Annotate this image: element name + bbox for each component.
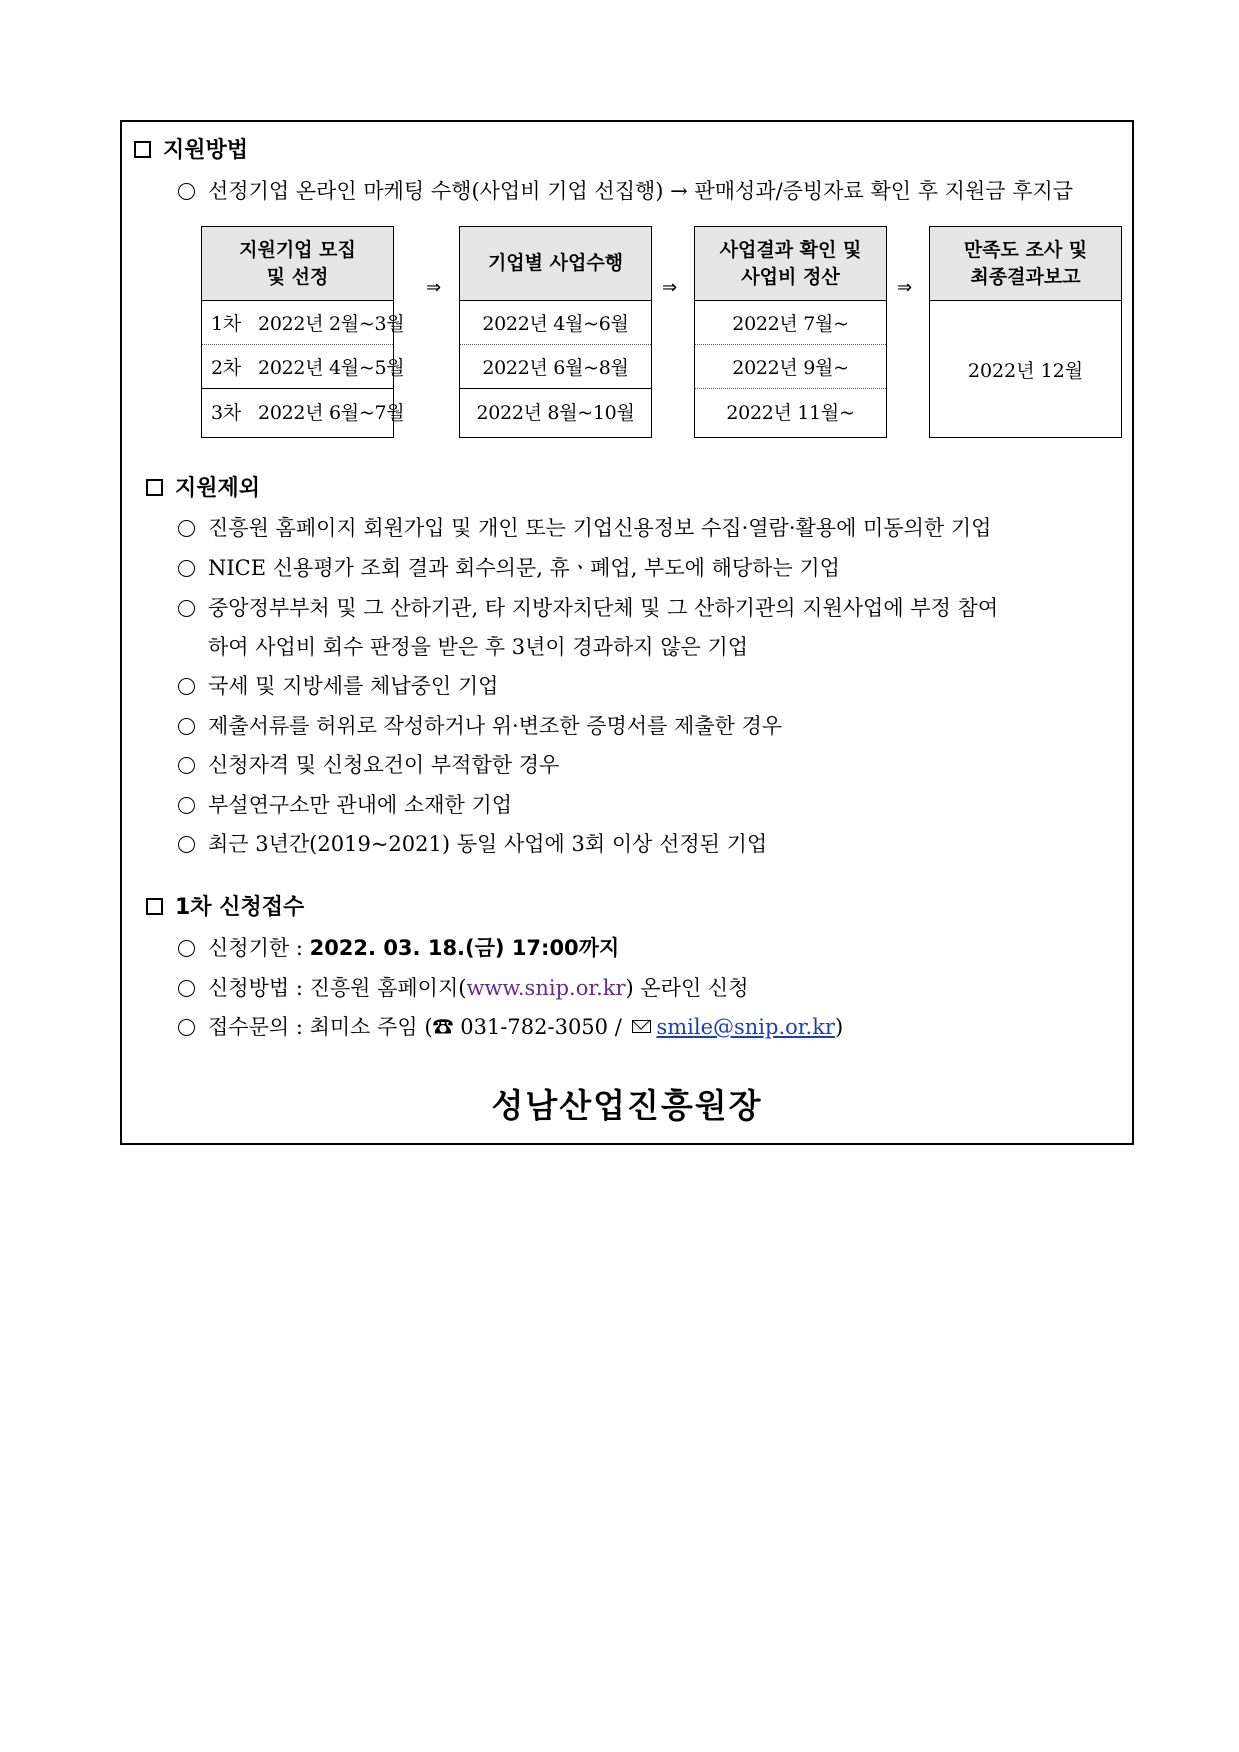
support-method-bullet: 선정기업 온라인 마케팅 수행(사업비 기업 선집행) → 판매성과/증빙자료 확인 후 지원금 후지급 (178, 176, 1073, 206)
flow-merged-cell: 2022년 12월 (967, 359, 1084, 382)
exclusion-item: 중앙정부부처 및 그 산하기관, 타 지방자치단체 및 그 산하기관의 지원사업에 부정 참여 (178, 593, 998, 623)
exclusion-item: 부설연구소만 관내에 소재한 기업 (178, 790, 512, 820)
circle-bullet-icon (178, 980, 195, 997)
flow-row: 2022년 6월~8월 (460, 345, 651, 389)
flow-column-header: 지원기업 모집 및 선정 (202, 227, 393, 301)
application-contact: 접수문의 : 최미소 주임 (☎ 031-782-3050 / smile@snip.or.kr) (178, 1012, 843, 1042)
section-title-exclusion: 지원제외 (146, 474, 260, 504)
homepage-link[interactable]: www.snip.or.kr (466, 976, 626, 1000)
application-deadline: 신청기한 : 2022. 03. 18.(금) 17:00까지 (178, 933, 619, 963)
circle-bullet-icon (178, 797, 195, 814)
exclusion-item: 최근 3년간(2019~2021) 동일 사업에 3회 이상 선정된 기업 (178, 829, 767, 859)
circle-bullet-icon (178, 600, 195, 617)
exclusion-item-continuation: 하여 사업비 회수 판정을 받은 후 3년이 경과하지 않은 기업 (208, 635, 749, 659)
flow-column-header: 기업별 사업수행 (460, 227, 651, 301)
circle-bullet-icon (178, 183, 195, 200)
flow-row: 1차 2022년 2월~3월 (202, 301, 393, 345)
exclusion-item: 신청자격 및 신청요건이 부적합한 경우 (178, 750, 559, 780)
circle-bullet-icon (178, 836, 195, 853)
flow-row: 2022년 7월~ (695, 301, 886, 345)
section-title-application: 1차 신청접수 (146, 893, 304, 923)
exclusion-item: 진흥원 홈페이지 회원가입 및 개인 또는 기업신용정보 수집·열람·활용에 미동의한 기업 (178, 513, 991, 543)
flow-column-report (929, 226, 1122, 438)
flow-row: 2차 2022년 4월~5월 (202, 345, 393, 389)
flow-column-recruit (201, 226, 405, 438)
flow-column-header: 사업결과 확인 및 사업비 정산 (695, 227, 886, 301)
flow-column-execution (459, 226, 652, 438)
flow-column-header: 만족도 조사 및 최종결과보고 (930, 227, 1121, 301)
circle-bullet-icon (178, 560, 195, 577)
circle-bullet-icon (178, 678, 195, 695)
envelope-icon (632, 1020, 651, 1033)
phone-icon: ☎ (432, 1015, 454, 1039)
email-link[interactable]: smile@snip.or.kr (656, 1015, 835, 1039)
flow-arrow-icon: ⇒ (662, 277, 678, 298)
checkbox-square-icon (146, 898, 163, 915)
circle-bullet-icon (178, 757, 195, 774)
circle-bullet-icon (178, 520, 195, 537)
checkbox-square-icon (146, 479, 163, 496)
circle-bullet-icon (178, 1019, 195, 1036)
flow-arrow-icon: ⇒ (897, 277, 913, 298)
flow-arrow-icon: ⇒ (426, 277, 442, 298)
flow-row: 3차 2022년 6월~7월 (211, 401, 405, 424)
checkbox-square-icon (134, 141, 151, 158)
exclusion-item: 국세 및 지방세를 체납중인 기업 (178, 671, 498, 701)
exclusion-item: NICE 신용평가 조회 결과 회수의문, 휴ㆍ폐업, 부도에 해당하는 기업 (178, 553, 840, 583)
circle-bullet-icon (178, 940, 195, 957)
circle-bullet-icon (178, 718, 195, 735)
application-method: 신청방법 : 진흥원 홈페이지(www.snip.or.kr) 온라인 신청 (178, 973, 749, 1003)
section-title-support-method: 지원방법 (134, 136, 248, 166)
notice-frame (120, 120, 1134, 1145)
flow-row: 2022년 8월~10월 (476, 401, 635, 424)
exclusion-item: 제출서류를 허위로 작성하거나 위·변조한 증명서를 제출한 경우 (178, 711, 782, 741)
flow-row: 2022년 11월~ (726, 401, 855, 424)
issuer-signature: 성남산업진흥원장 (491, 1086, 763, 1125)
flow-row: 2022년 4월~6월 (460, 301, 651, 345)
flow-column-settlement (694, 226, 887, 438)
flow-row: 2022년 9월~ (695, 345, 886, 389)
deadline-value: 2022. 03. 18.(금) 17:00까지 (309, 936, 620, 960)
